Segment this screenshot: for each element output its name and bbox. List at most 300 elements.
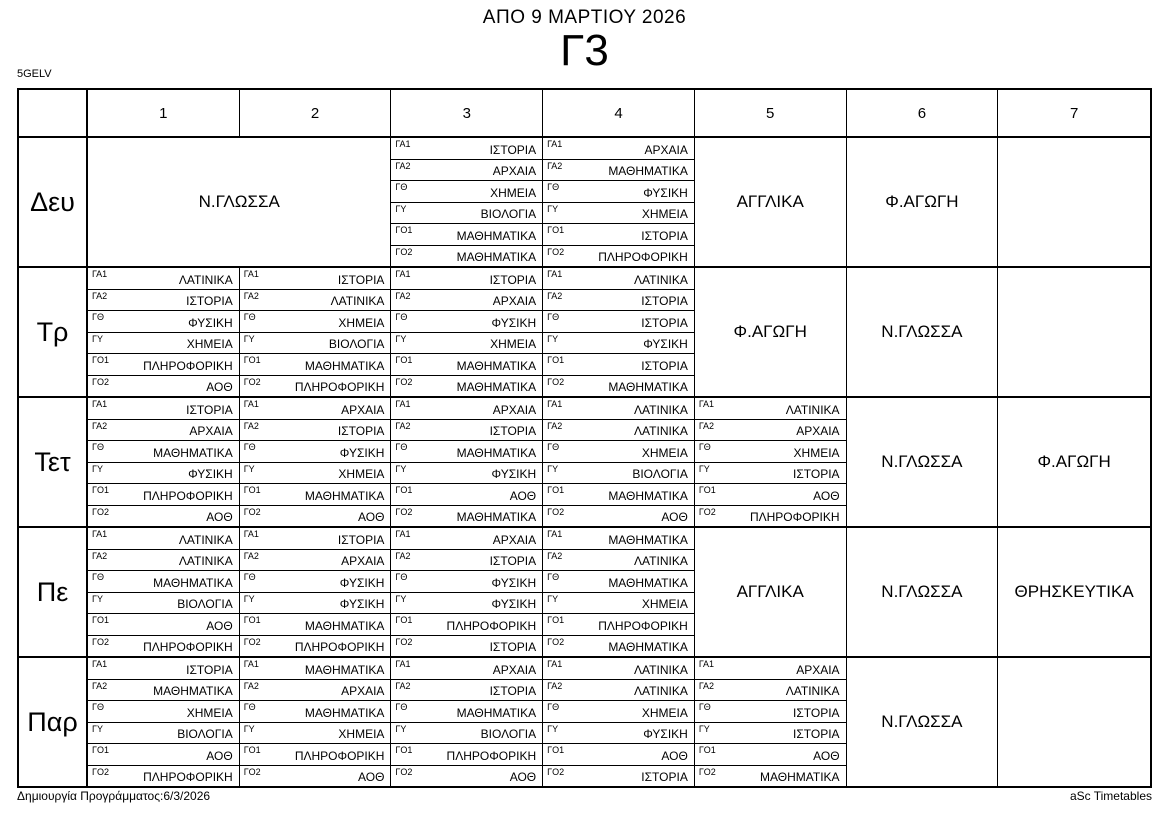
group-label: ΓΘ	[547, 312, 560, 322]
group-label: ΓΑ2	[547, 290, 563, 301]
lesson-cell-groups	[543, 268, 695, 396]
group-label: ΓΟ1	[395, 615, 413, 625]
group-row	[695, 744, 846, 766]
group-subject: ΑΡΧΑΙΑ	[796, 424, 840, 438]
group-row	[88, 550, 239, 572]
group-subject: ΠΛΗΡΟΦΟΡΙΚΗ	[143, 770, 233, 784]
group-subject: ΧΗΜΕΙΑ	[641, 207, 688, 221]
group-label: ΓΑ2	[243, 680, 259, 691]
group-subject: ΙΣΤΟΡΙΑ	[337, 424, 385, 438]
group-label: ΓΟ1	[395, 485, 413, 495]
group-subject: ΜΑΘΗΜΑΤΙΚΑ	[304, 488, 385, 503]
period-header: 4	[543, 90, 695, 136]
group-row	[391, 593, 542, 615]
group-row	[391, 571, 542, 593]
group-row	[88, 614, 239, 636]
group-row	[391, 744, 542, 766]
group-label: ΓΘ	[92, 442, 104, 452]
lesson-cell	[847, 268, 999, 396]
group-label: ΓΥ	[547, 333, 559, 344]
group-subject: ΙΣΤΟΡΙΑ	[793, 467, 840, 481]
group-label: ΓΟ2	[395, 376, 413, 387]
group-subject: ΙΣΤΟΡΙΑ	[489, 272, 537, 287]
day-label: Τρ	[19, 268, 88, 396]
group-row	[543, 181, 694, 203]
group-subject: ΑΟΘ	[206, 510, 233, 524]
group-row	[695, 658, 846, 680]
group-row	[391, 506, 542, 527]
group-label: ΓΟ2	[698, 766, 716, 777]
group-label: ΓΟ1	[243, 355, 261, 365]
group-row	[240, 744, 391, 766]
group-subject: ΧΗΜΕΙΑ	[338, 467, 385, 481]
group-subject: ΛΑΤΙΝΙΚΑ	[634, 554, 688, 568]
group-row	[88, 701, 239, 723]
group-subject: ΙΣΤΟΡΙΑ	[489, 142, 537, 157]
group-subject: ΦΥΣΙΚΗ	[339, 597, 385, 611]
group-label: ΓΟ1	[395, 225, 413, 235]
group-row	[88, 658, 239, 680]
group-label: ΓΥ	[547, 203, 559, 214]
group-label: ΓΟ1	[547, 225, 565, 235]
group-subject: ΧΗΜΕΙΑ	[490, 337, 537, 351]
group-label: ΓΟ1	[698, 485, 716, 495]
group-subject: ΧΗΜΕΙΑ	[186, 705, 233, 720]
lesson-cell	[998, 398, 1150, 526]
group-subject: ΦΥΣΙΚΗ	[339, 575, 385, 590]
group-label: ΓΘ	[243, 442, 256, 452]
group-subject: ΦΥΣΙΚΗ	[491, 315, 537, 330]
group-subject: ΦΥΣΙΚΗ	[188, 315, 233, 330]
lesson-cell-groups	[391, 138, 543, 266]
group-row	[695, 680, 846, 702]
group-label: ΓΑ1	[395, 269, 411, 279]
group-row	[240, 398, 391, 420]
group-row	[543, 723, 694, 745]
group-subject: ΜΑΘΗΜΑΤΙΚΑ	[456, 228, 537, 243]
group-label: ΓΘ	[547, 442, 560, 452]
group-label: ΓΘ	[395, 312, 408, 322]
lesson-cell	[695, 528, 847, 656]
group-subject: ΧΗΜΕΙΑ	[793, 445, 840, 460]
group-label: ΓΟ1	[92, 485, 109, 495]
group-subject: ΧΗΜΕΙΑ	[186, 337, 233, 351]
group-label: ΓΘ	[698, 702, 711, 712]
group-row	[240, 614, 391, 636]
group-subject: ΜΑΘΗΜΑΤΙΚΑ	[153, 575, 233, 590]
group-label: ΓΑ1	[395, 399, 411, 409]
group-subject: ΑΟΘ	[509, 770, 537, 784]
group-label: ΓΥ	[698, 463, 710, 474]
lesson-cell-groups	[543, 138, 695, 266]
group-label: ΓΑ2	[92, 290, 108, 301]
group-row	[543, 376, 694, 397]
group-row	[88, 593, 239, 615]
group-subject: ΦΥΣΙΚΗ	[643, 727, 688, 741]
group-subject: ΑΡΧΑΙΑ	[341, 684, 385, 698]
group-row	[240, 658, 391, 680]
group-row	[391, 528, 542, 550]
lesson-cell-empty	[998, 658, 1150, 786]
footer-brand-text: aSc Timetables	[1069, 789, 1152, 803]
group-subject: ΠΛΗΡΟΦΟΡΙΚΗ	[294, 380, 385, 394]
group-label: ΓΑ1	[243, 659, 259, 669]
group-row	[391, 420, 542, 442]
subject-label: Ν.ΓΛΩΣΣΑ	[198, 192, 280, 211]
group-label: ΓΑ2	[698, 680, 714, 691]
group-label: ΓΘ	[547, 572, 560, 582]
subject-label: Φ.ΑΓΩΓΗ	[1037, 452, 1111, 471]
group-label: ΓΟ1	[395, 355, 413, 365]
group-label: ΓΥ	[92, 333, 103, 344]
group-row	[240, 593, 391, 615]
group-label: ΓΘ	[395, 182, 408, 192]
group-subject: ΦΥΣΙΚΗ	[491, 597, 537, 611]
group-label: ΓΑ1	[92, 659, 108, 669]
group-subject: ΠΛΗΡΟΦΟΡΙΚΗ	[294, 748, 385, 763]
group-label: ΓΘ	[243, 702, 256, 712]
group-row	[543, 484, 694, 506]
group-label: ΓΥ	[92, 463, 103, 474]
group-subject: ΦΥΣΙΚΗ	[339, 445, 385, 460]
lesson-cell-groups	[391, 268, 543, 396]
group-label: ΓΑ2	[243, 290, 259, 301]
group-label: ΓΟ1	[698, 745, 716, 755]
group-subject: ΙΣΤΟΡΙΑ	[641, 358, 688, 373]
group-row	[391, 766, 542, 787]
group-subject: ΑΟΘ	[358, 510, 385, 524]
group-label: ΓΑ2	[92, 420, 108, 431]
group-label: ΓΟ2	[92, 506, 109, 517]
lesson-cell	[695, 138, 847, 266]
subject-label: Ν.ΓΛΩΣΣΑ	[881, 582, 963, 601]
subject-label: Ν.ΓΛΩΣΣΑ	[881, 322, 963, 341]
group-subject: ΙΣΤΟΡΙΑ	[489, 554, 537, 568]
group-row	[391, 138, 542, 160]
group-row	[695, 420, 846, 442]
group-row	[391, 550, 542, 572]
group-label: ΓΑ2	[92, 550, 108, 561]
group-label: ΓΟ1	[243, 485, 261, 495]
group-row	[88, 290, 239, 312]
group-row	[543, 160, 694, 182]
group-label: ΓΥ	[92, 723, 103, 734]
day-row	[19, 658, 1150, 786]
group-subject: ΛΑΤΙΝΙΚΑ	[330, 294, 385, 308]
group-subject: ΠΛΗΡΟΦΟΡΙΚΗ	[143, 488, 233, 503]
group-label: ΓΑ2	[92, 680, 108, 691]
school-code: 5GELV	[17, 68, 52, 80]
lesson-cell-groups	[88, 658, 240, 786]
group-subject: ΧΗΜΕΙΑ	[641, 705, 688, 720]
subject-label: Φ.ΑΓΩΓΗ	[733, 322, 807, 341]
day-row	[19, 268, 1150, 398]
group-subject: ΠΛΗΡΟΦΟΡΙΚΗ	[446, 748, 537, 763]
group-subject: ΧΗΜΕΙΑ	[641, 597, 688, 611]
group-subject: ΜΑΘΗΜΑΤΙΚΑ	[456, 380, 537, 394]
group-subject: ΧΗΜΕΙΑ	[641, 445, 688, 460]
group-row	[543, 766, 694, 787]
group-row	[240, 528, 391, 550]
group-row	[391, 354, 542, 376]
timetable-grid	[17, 88, 1152, 788]
group-subject: ΧΗΜΕΙΑ	[338, 727, 385, 741]
class-title: Γ3	[560, 26, 609, 75]
group-subject: ΠΛΗΡΟΦΟΡΙΚΗ	[143, 640, 233, 654]
group-subject: ΜΑΘΗΜΑΤΙΚΑ	[456, 705, 537, 720]
group-label: ΓΑ1	[92, 399, 108, 409]
period-header: 3	[391, 90, 543, 136]
group-label: ΓΘ	[92, 702, 104, 712]
group-label: ΓΑ1	[243, 269, 259, 279]
group-label: ΓΑ1	[243, 529, 259, 539]
group-subject: ΜΑΘΗΜΑΤΙΚΑ	[456, 510, 537, 524]
group-subject: ΑΟΘ	[813, 748, 840, 763]
group-label: ΓΑ1	[547, 139, 563, 149]
group-row	[240, 506, 391, 527]
group-subject: ΛΑΤΙΝΙΚΑ	[634, 662, 688, 677]
group-label: ΓΘ	[395, 702, 408, 712]
lesson-cell	[998, 528, 1150, 656]
lesson-cell-groups	[695, 658, 847, 786]
group-row	[88, 636, 239, 657]
group-row	[695, 398, 846, 420]
group-subject: ΜΑΘΗΜΑΤΙΚΑ	[304, 618, 385, 633]
group-row	[88, 766, 239, 787]
group-subject: ΑΟΘ	[813, 488, 840, 503]
group-row	[543, 398, 694, 420]
group-label: ΓΟ1	[243, 745, 261, 755]
group-subject: ΜΑΘΗΜΑΤΙΚΑ	[608, 575, 688, 590]
group-subject: ΦΥΣΙΚΗ	[643, 185, 688, 200]
group-row	[391, 203, 542, 225]
group-label: ΓΑ1	[547, 269, 563, 279]
group-subject: ΜΑΘΗΜΑΤΙΚΑ	[608, 164, 688, 178]
group-row	[240, 333, 391, 355]
group-row	[88, 744, 239, 766]
group-subject: ΑΡΧΑΙΑ	[189, 424, 233, 438]
group-row	[240, 550, 391, 572]
group-row	[543, 658, 694, 680]
group-subject: ΑΟΘ	[358, 770, 385, 784]
group-label: ΓΟ1	[547, 615, 565, 625]
group-label: ΓΟ1	[243, 615, 261, 625]
corner-cell	[19, 90, 88, 136]
group-row	[88, 484, 239, 506]
group-label: ΓΥ	[698, 723, 710, 734]
subject-label: ΘΡΗΣΚΕΥΤΙΚΑ	[1014, 582, 1134, 601]
group-subject: ΙΣΤΟΡΙΑ	[641, 294, 688, 308]
group-subject: ΒΙΟΛΟΓΙΑ	[480, 207, 537, 221]
group-subject: ΑΡΧΑΙΑ	[492, 164, 537, 178]
group-label: ΓΘ	[547, 182, 560, 192]
group-subject: ΑΡΧΑΙΑ	[492, 532, 537, 547]
group-row	[543, 550, 694, 572]
group-row	[240, 463, 391, 485]
lesson-cell-empty	[998, 138, 1150, 266]
period-header-row	[19, 90, 1150, 138]
period-header: 6	[847, 90, 999, 136]
group-subject: ΠΛΗΡΟΦΟΡΙΚΗ	[446, 618, 537, 633]
day-row	[19, 528, 1150, 658]
group-row	[240, 680, 391, 702]
lesson-cell	[695, 268, 847, 396]
group-subject: ΑΡΧΑΙΑ	[492, 294, 537, 308]
group-row	[240, 441, 391, 463]
group-label: ΓΥ	[547, 463, 559, 474]
group-row	[695, 506, 846, 527]
group-row	[543, 744, 694, 766]
group-subject: ΙΣΤΟΡΙΑ	[489, 684, 537, 698]
group-row	[88, 420, 239, 442]
group-row	[88, 463, 239, 485]
group-row	[543, 420, 694, 442]
group-subject: ΒΙΟΛΟΓΙΑ	[177, 727, 233, 741]
group-label: ΓΑ1	[395, 659, 411, 669]
group-row	[543, 224, 694, 246]
group-label: ΓΟ1	[547, 355, 565, 365]
group-subject: ΒΙΟΛΟΓΙΑ	[480, 727, 537, 741]
group-subject: ΦΥΣΙΚΗ	[188, 467, 233, 481]
group-label: ΓΟ2	[395, 506, 413, 517]
group-row	[88, 333, 239, 355]
group-label: ΓΑ2	[243, 420, 259, 431]
day-label: Πε	[19, 528, 88, 656]
group-label: ΓΘ	[243, 312, 256, 322]
group-subject: ΜΑΘΗΜΑΤΙΚΑ	[304, 358, 385, 373]
group-label: ΓΑ1	[547, 529, 563, 539]
group-row	[240, 701, 391, 723]
group-subject: ΙΣΤΟΡΙΑ	[337, 272, 385, 287]
group-row	[88, 506, 239, 527]
lesson-cell-groups	[88, 528, 240, 656]
group-row	[543, 290, 694, 312]
group-label: ΓΟ2	[395, 246, 413, 257]
group-row	[240, 290, 391, 312]
group-subject: ΜΑΘΗΜΑΤΙΚΑ	[608, 640, 688, 654]
group-row	[240, 636, 391, 657]
group-label: ΓΟ2	[243, 506, 261, 517]
lesson-cell-groups	[88, 398, 240, 526]
group-row	[543, 246, 694, 267]
group-subject: ΜΑΘΗΜΑΤΙΚΑ	[304, 662, 385, 677]
group-label: ΓΥ	[395, 463, 407, 474]
group-label: ΓΟ2	[547, 506, 565, 517]
group-row	[391, 290, 542, 312]
group-row	[543, 506, 694, 527]
group-label: ΓΟ2	[547, 636, 565, 647]
group-row	[695, 701, 846, 723]
group-row	[240, 354, 391, 376]
group-subject: ΦΥΣΙΚΗ	[491, 467, 537, 481]
lesson-cell-groups	[695, 398, 847, 526]
group-label: ΓΑ2	[547, 680, 563, 691]
group-subject: ΙΣΤΟΡΙΑ	[793, 727, 840, 741]
group-row	[88, 441, 239, 463]
lesson-cell-empty	[998, 268, 1150, 396]
group-row	[88, 680, 239, 702]
lesson-cell-groups	[240, 398, 392, 526]
group-subject: ΜΑΘΗΜΑΤΙΚΑ	[760, 770, 840, 784]
lesson-cell-groups	[391, 398, 543, 526]
group-row	[88, 528, 239, 550]
lesson-cell-groups	[88, 268, 240, 396]
group-subject: ΙΣΤΟΡΙΑ	[186, 294, 233, 308]
group-row	[695, 441, 846, 463]
group-label: ΓΟ1	[547, 745, 565, 755]
lesson-cell-groups	[240, 528, 392, 656]
group-subject: ΑΡΧΑΙΑ	[644, 142, 688, 157]
group-row	[391, 680, 542, 702]
group-row	[543, 138, 694, 160]
group-row	[88, 571, 239, 593]
group-subject: ΛΑΤΙΝΙΚΑ	[634, 402, 688, 417]
group-row	[88, 354, 239, 376]
group-subject: ΒΙΟΛΟΓΙΑ	[328, 337, 385, 351]
group-row	[391, 268, 542, 290]
group-label: ΓΑ1	[395, 139, 411, 149]
group-label: ΓΟ2	[698, 506, 716, 517]
group-row	[240, 571, 391, 593]
group-row	[543, 701, 694, 723]
group-subject: ΠΛΗΡΟΦΟΡΙΚΗ	[749, 510, 840, 524]
group-row	[543, 680, 694, 702]
group-label: ΓΟ1	[92, 745, 109, 755]
group-label: ΓΘ	[395, 442, 408, 452]
group-row	[543, 614, 694, 636]
period-header: 2	[240, 90, 392, 136]
group-subject: ΛΑΤΙΝΙΚΑ	[634, 272, 688, 287]
group-subject: ΧΗΜΕΙΑ	[490, 185, 537, 200]
group-label: ΓΥ	[243, 593, 255, 604]
group-row	[695, 484, 846, 506]
group-row	[543, 441, 694, 463]
group-subject: ΑΟΘ	[206, 380, 233, 394]
group-subject: ΑΟΘ	[206, 618, 233, 633]
group-row	[240, 268, 391, 290]
group-label: ΓΥ	[395, 593, 407, 604]
group-label: ΓΑ1	[698, 399, 714, 409]
group-row	[88, 268, 239, 290]
group-label: ΓΟ2	[243, 636, 261, 647]
group-label: ΓΑ2	[243, 550, 259, 561]
group-subject: ΛΑΤΙΝΙΚΑ	[634, 684, 688, 698]
group-subject: ΑΡΧΑΙΑ	[341, 554, 385, 568]
group-label: ΓΥ	[395, 203, 407, 214]
group-row	[240, 376, 391, 397]
group-label: ΓΟ2	[547, 376, 565, 387]
group-row	[391, 181, 542, 203]
group-subject: ΜΑΘΗΜΑΤΙΚΑ	[153, 445, 233, 460]
group-row	[543, 354, 694, 376]
group-label: ΓΥ	[243, 723, 255, 734]
group-label: ΓΥ	[395, 723, 407, 734]
group-row	[391, 636, 542, 657]
day-row	[19, 398, 1150, 528]
group-subject: ΑΡΧΑΙΑ	[796, 662, 840, 677]
group-label: ΓΘ	[243, 572, 256, 582]
group-subject: ΙΣΤΟΡΙΑ	[337, 532, 385, 547]
group-row	[543, 333, 694, 355]
group-row	[543, 571, 694, 593]
group-subject: ΙΣΤΟΡΙΑ	[489, 424, 537, 438]
group-label: ΓΑ1	[698, 659, 714, 669]
lesson-cell-groups	[240, 268, 392, 396]
group-label: ΓΘ	[698, 442, 711, 452]
group-subject: ΒΙΟΛΟΓΙΑ	[632, 467, 688, 481]
group-row	[391, 614, 542, 636]
group-label: ΓΥ	[243, 333, 255, 344]
